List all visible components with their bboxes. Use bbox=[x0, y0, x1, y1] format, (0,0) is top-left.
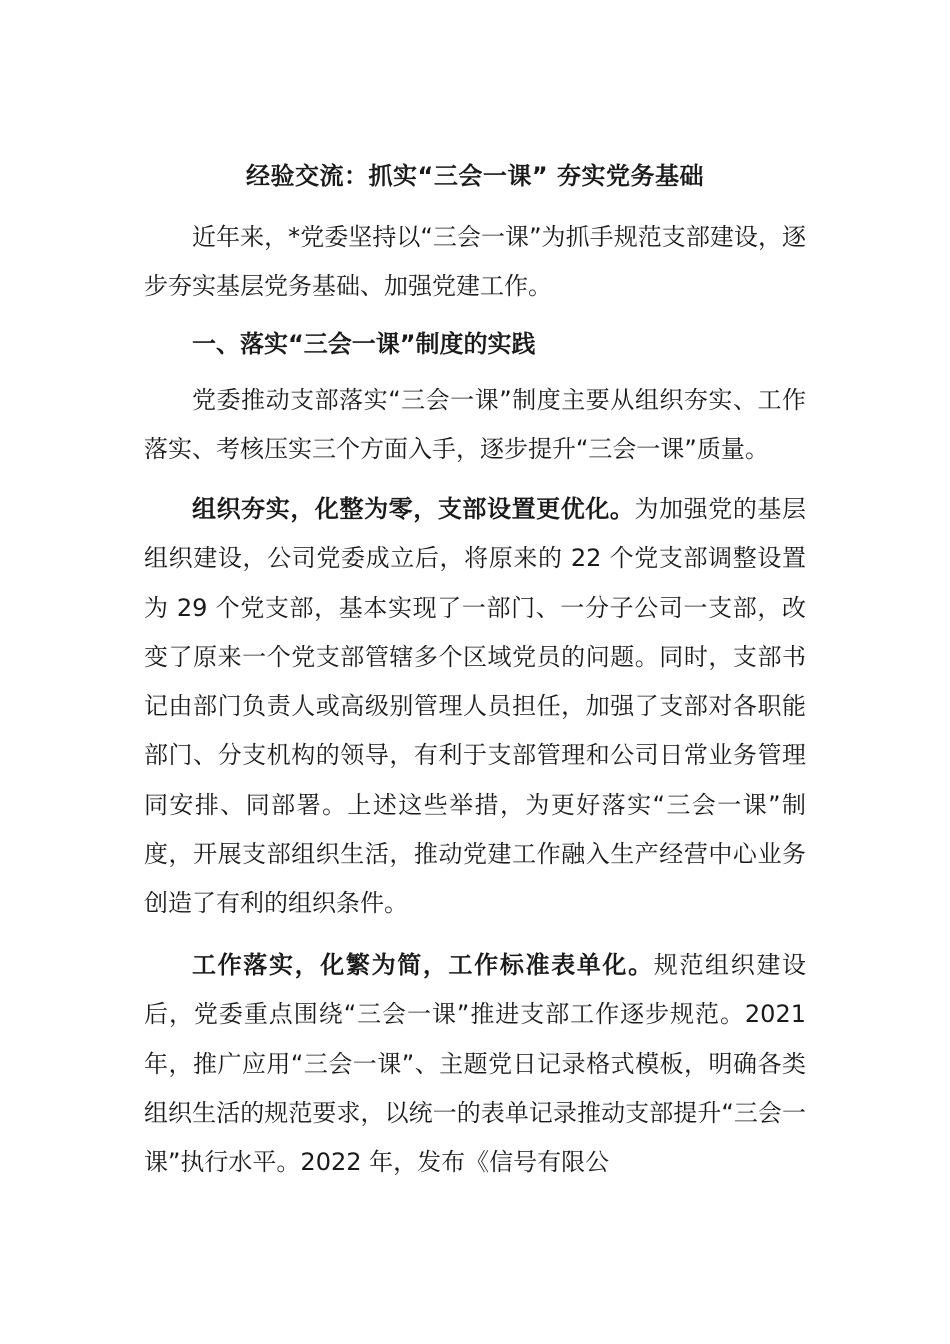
intro-paragraph: 近年来，*党委坚持以“三会一课”为抓手规范支部建设，逐步夯实基层党务基础、加强党建工作。 bbox=[144, 223, 806, 301]
section-heading: 一、落实“三会一课”制度的实践 bbox=[192, 330, 536, 358]
document-title: 经验交流：抓实“三会一课” 夯实党务基础 bbox=[246, 162, 704, 190]
organization-body: 为加强党的基层组织建设，公司党委成立后，将原来的 22 个党支部调整设置为 29 个党支部，基本实现了一部门、一分子公司一支部，改变了原来一个党支部管辖多个区域党员的问题。同时，支部书记由部门负责人或高级别管理人员担任，加强了支部对各职能部门、分支机构的领导，有利于支部管理和公司日常业务管理同安排、同部署。上述这些举措，为更好落实“三会一课”制度，开展支部组织生活，推动党建工作融入生产经营中心业务创造了有利的组织条件。 bbox=[144, 495, 806, 918]
work-lead: 工作落实，化繁为简，工作标准表单化。 bbox=[192, 951, 654, 979]
organization-lead: 组织夯实，化整为零，支部设置更优化。 bbox=[192, 495, 635, 523]
section-paragraph: 党委推动支部落实“三会一课”制度主要从组织夯实、工作落实、考核压实三个方面入手，逐步提升“三会一课”质量。 bbox=[144, 386, 806, 464]
work-paragraph bbox=[144, 941, 806, 1187]
organization-paragraph bbox=[144, 485, 806, 929]
work-body: 规范组织建设后，党委重点围绕“三会一课”推进支部工作逐步规范。2021 年，推广应用“三会一课”、主题党日记录格式模板，明确各类组织生活的规范要求，以统一的表单记录推动支部提升“三会一课”执行水平。2022 年，发布《信号有限公 bbox=[144, 951, 807, 1177]
